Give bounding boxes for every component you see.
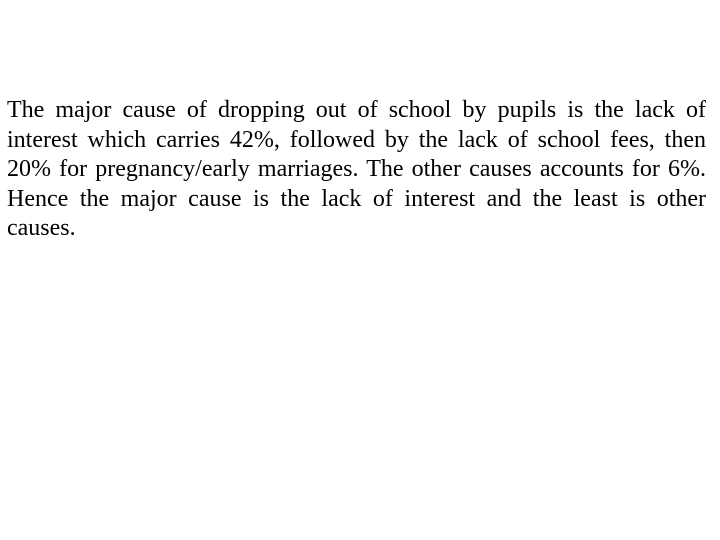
- body-paragraph: The major cause of dropping out of school by pupils is the lack of interest which carries 42%, followed by the lack of school fees, then 20% for pregnancy/early marriages. The other causes accounts for 6%. Hence the major cause is the lack of interest and the least is other causes.: [7, 97, 706, 241]
